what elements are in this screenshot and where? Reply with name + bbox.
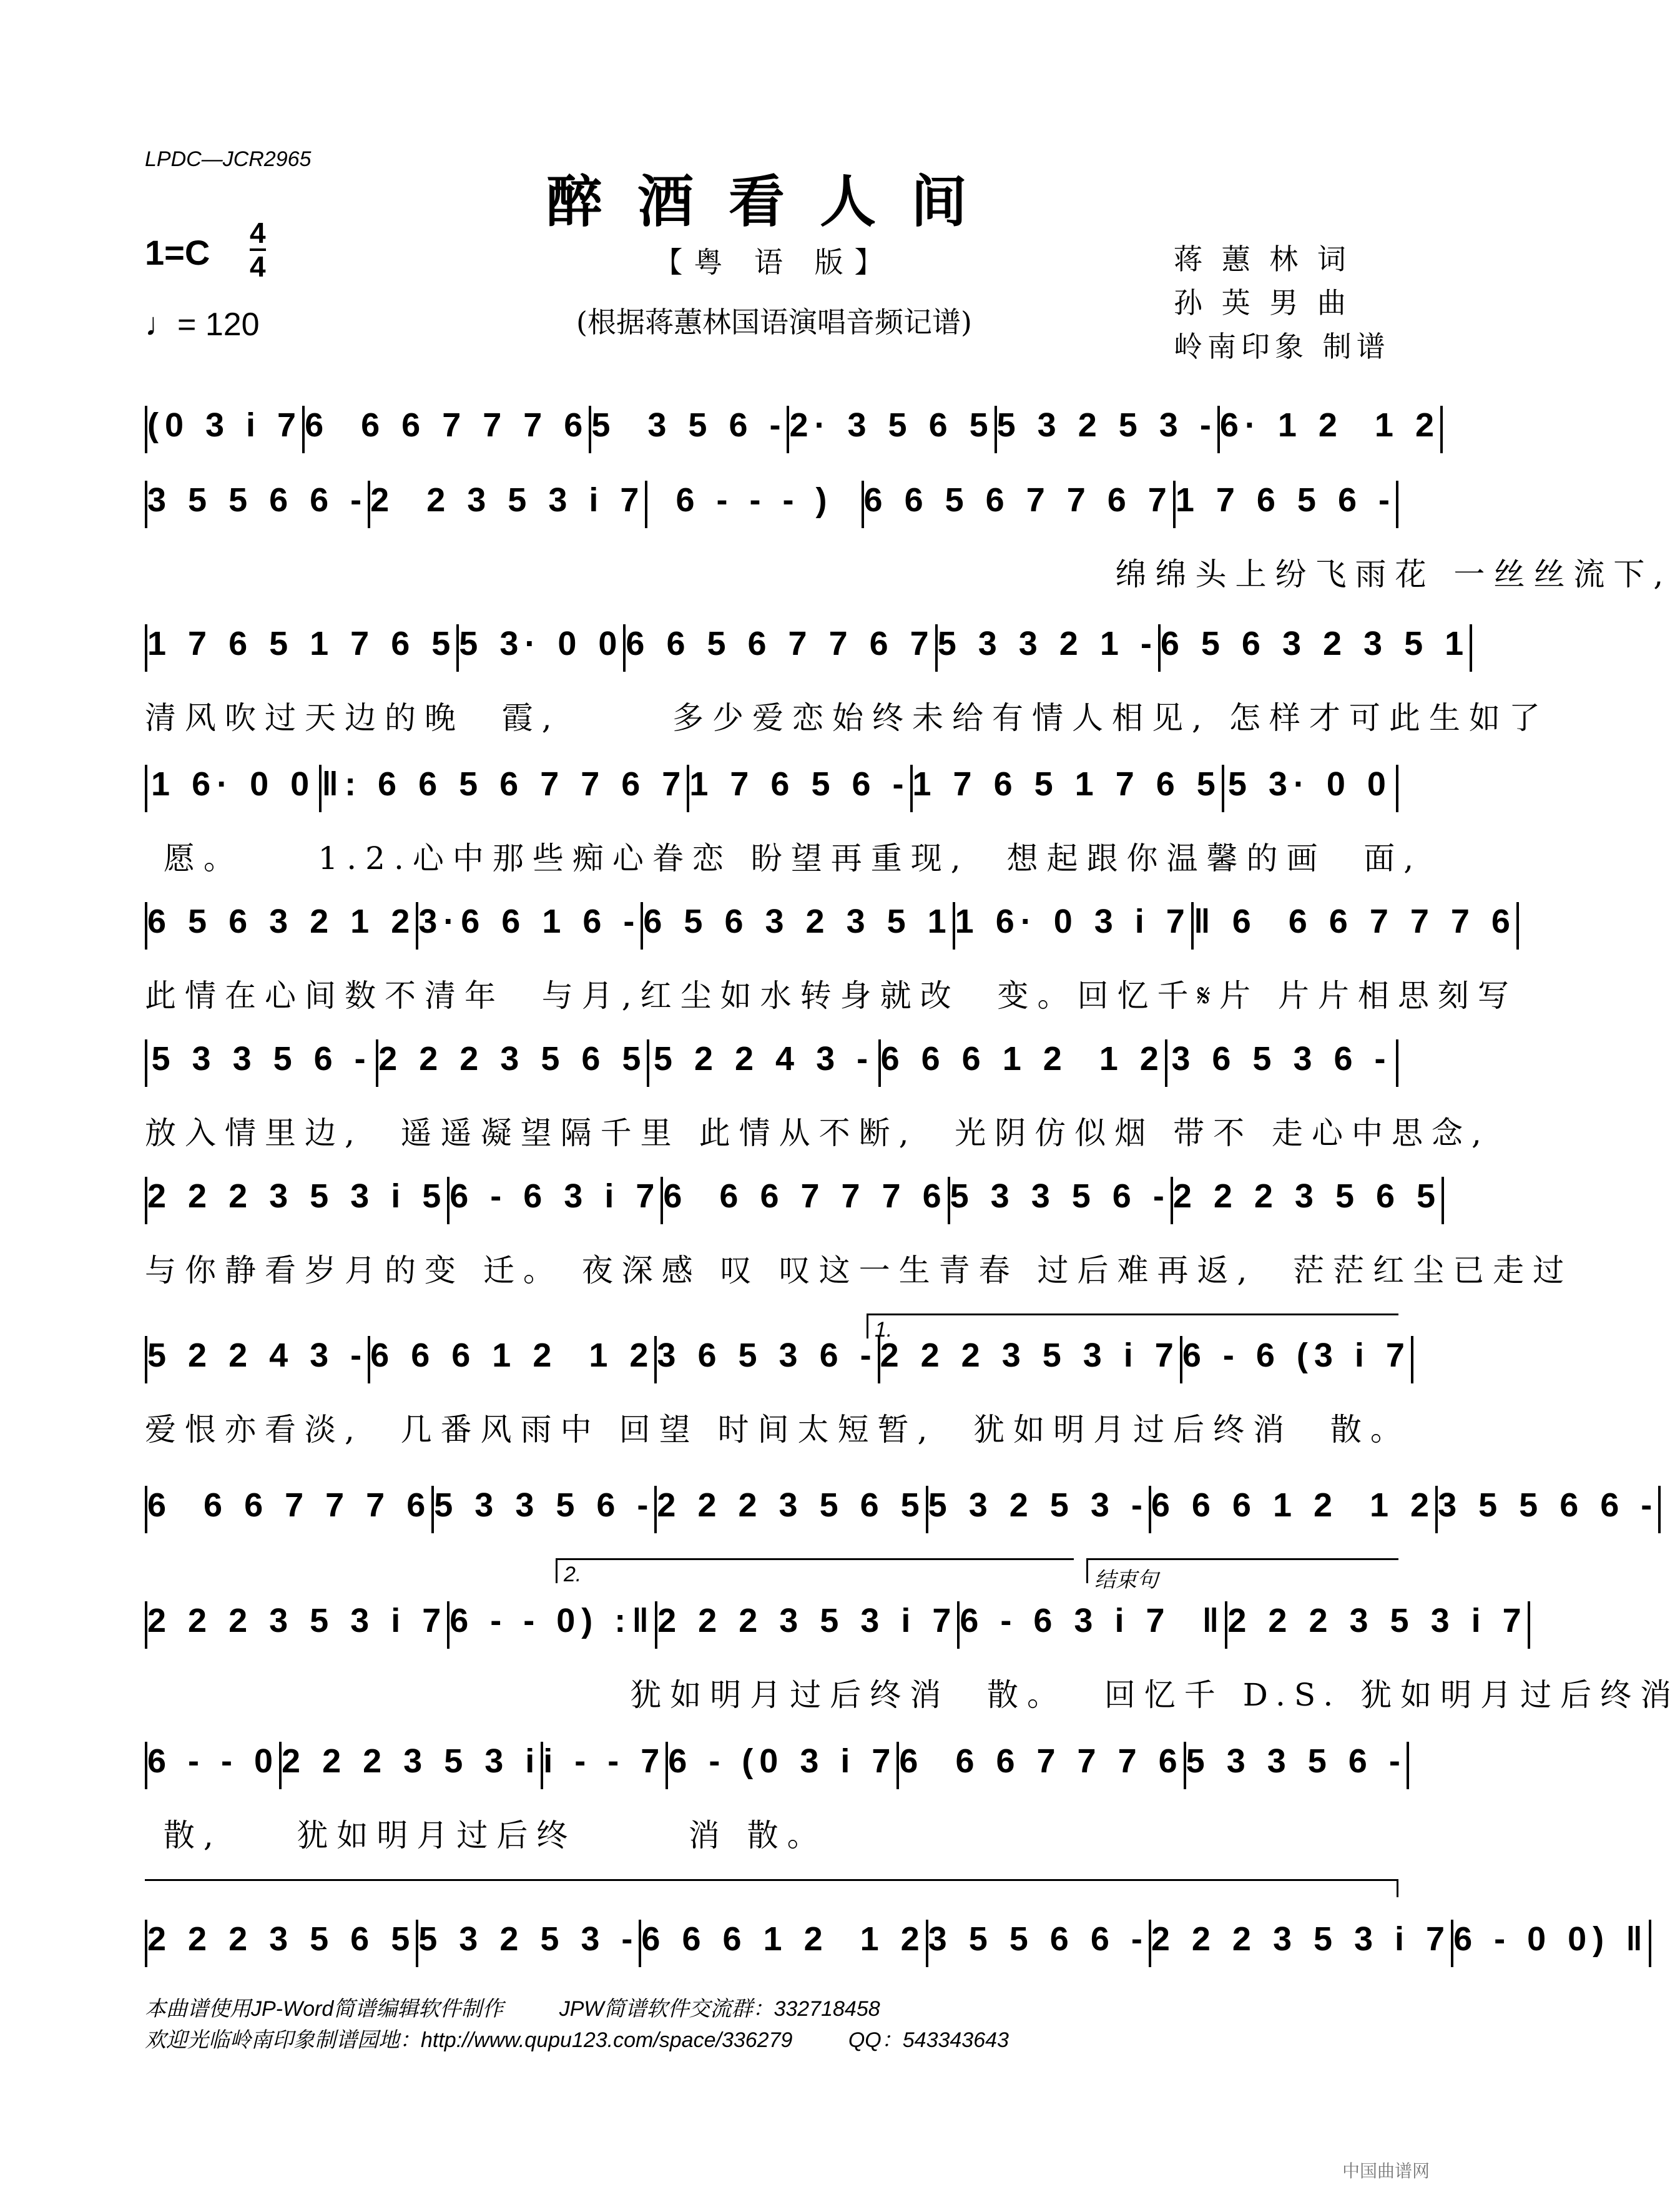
lyric-line: 犹如明月过后终消 散。 回忆千 D.S. 犹如明月过后终消 — [145, 1677, 1680, 1713]
meter-top: 4 — [250, 217, 266, 249]
key-signature: 1=C — [145, 233, 210, 272]
footer-line-2 — [145, 2023, 1059, 2053]
measure: 2 2 2 3 5 6 5 — [1172, 1177, 1442, 1215]
meter-bottom: 4 — [250, 250, 266, 283]
measure: 2 2 2 3 5 3 i 5 — [147, 1177, 448, 1215]
footer-software-note: 本曲谱使用JP-Word简谱编辑软件制作 — [145, 1997, 504, 2021]
measure: 6 - - - ) — [675, 481, 833, 519]
measure: 5 2 2 4 3 - — [147, 1337, 368, 1374]
arranger-credit: 岭南印象 制谱 — [1174, 330, 1390, 363]
transcription-note: (根据蒋蕙林国语演唱音频记谱) — [576, 305, 972, 339]
measure: 1 7 6 5 1 7 6 5 — [147, 625, 457, 662]
measure: 2 2 2 3 5 3 i 7 — [147, 1602, 448, 1639]
measure: 2· 3 5 6 5 — [789, 406, 995, 444]
measure: (0 3 i 7 — [147, 406, 303, 444]
measure: 2 2 2 3 5 3 i 7 — [880, 1337, 1180, 1374]
measure: 5 3 5 6 - — [591, 406, 787, 444]
measure: 1 7 6 5 1 7 6 5 — [912, 765, 1222, 803]
coda-bracket: 结束句 — [1086, 1558, 1398, 1583]
score-code: LPDC—JCR2965 — [145, 147, 312, 171]
measure: 6 5 6 3 2 3 5 1 — [643, 903, 953, 940]
measure: 6 6 6 7 7 7 6 — [899, 1742, 1184, 1780]
measure: 3 6 5 3 6 - — [1171, 1040, 1392, 1078]
staff-row — [145, 1039, 1398, 1087]
measure: 2 2 2 3 5 3 i 7 — [1151, 1920, 1452, 1958]
barline — [1649, 1920, 1651, 1967]
composer-credit: 孙 英 男 曲 — [1174, 286, 1351, 320]
measure: ‖ 6 6 6 7 7 7 6 — [1193, 903, 1516, 940]
measure: 2 2 3 5 3 i 7 — [370, 481, 646, 519]
measure: 3·6 6 1 6 - — [418, 903, 641, 940]
measure: 6 - (0 3 i 7 — [668, 1742, 897, 1780]
lyricist-credit: 蒋 蕙 林 词 — [1174, 242, 1351, 276]
measure: 2 2 2 3 5 3 i 7 — [1227, 1602, 1528, 1639]
version-label: 【粤 语 版】 — [654, 245, 895, 279]
barline — [1396, 1039, 1398, 1087]
staff-row — [145, 1601, 1528, 1649]
measure: 5 3 2 5 3 - — [928, 1486, 1149, 1524]
barline — [1658, 1486, 1661, 1533]
measure: 6 6 6 7 7 7 6 — [663, 1177, 948, 1215]
measure: 6· 1 2 1 2 — [1219, 406, 1440, 444]
measure: 5 3 2 5 3 - — [418, 1920, 639, 1958]
staff-row — [145, 1920, 1649, 1967]
staff-row — [145, 1486, 1659, 1533]
measure: 6 6 6 7 7 7 6 — [305, 406, 589, 444]
staff-row — [145, 902, 1516, 950]
measure: 6 - 0 0) ‖ — [1453, 1920, 1649, 1958]
lyric-line: 放入情里边, 遥遥凝望隔千里 此情从不断, 光阴仿似烟 带不 走心中思念, — [145, 1115, 1490, 1151]
measure: 6 - 6 (3 i 7 — [1182, 1337, 1411, 1374]
barline — [1470, 624, 1472, 672]
lyric-line: 散, 犹如明月过后终 消 散。 — [145, 1817, 827, 1854]
staff-row — [145, 624, 1470, 672]
measure: 5 3· 0 0 — [459, 625, 624, 662]
measure: 6 6 6 1 2 1 2 — [641, 1920, 926, 1958]
measure: 3 5 5 6 6 - — [147, 481, 368, 519]
tempo-marking: ♩= 120 — [145, 307, 260, 343]
barline — [1516, 902, 1519, 950]
measure: 5 3· 0 0 — [1227, 765, 1392, 803]
lyric-line: 绵绵头上纷飞雨花 一丝丝流下, — [145, 556, 1673, 592]
staff-row — [145, 1742, 1407, 1789]
measure: 1 6· 0 3 i 7 — [955, 903, 1191, 940]
staff-row — [145, 765, 1398, 812]
measure: 5 2 2 4 3 - — [653, 1040, 875, 1078]
staff-row — [145, 1336, 1411, 1383]
lyric-line: 清风吹过天边的晚 霞, 多少爱恋始终未给有情人相见, 怎样才可此生如了 — [145, 700, 1549, 736]
measure: 2 2 2 3 5 3 i — [282, 1742, 541, 1780]
measure: 6 - - 0) :‖ — [449, 1602, 656, 1639]
measure: 2 2 2 3 5 6 5 — [657, 1486, 926, 1524]
measure: 2 2 2 3 5 3 i 7 — [657, 1602, 958, 1639]
measure: 2 2 2 3 5 6 5 — [147, 1920, 416, 1958]
staff-row — [145, 406, 1440, 453]
lyric-line: 与你静看岁月的变 迁。 夜深感 叹 叹这一生青春 过后难再返, 茫茫红尘已走过 — [145, 1252, 1573, 1289]
measure: 6 6 6 7 7 7 6 — [147, 1486, 432, 1524]
measure: ‖: 6 6 5 6 7 7 6 7 — [322, 765, 687, 803]
measure: 6 - 6 3 i 7 ‖ — [960, 1602, 1226, 1639]
staff-row — [145, 1177, 1442, 1224]
barline — [1411, 1336, 1413, 1383]
measure: 5 3 3 2 1 - — [937, 625, 1158, 662]
measure: 5 3 3 5 6 - — [950, 1177, 1171, 1215]
measure: 1 7 6 5 6 - — [689, 765, 910, 803]
measure: 5 3 3 5 6 - — [434, 1486, 655, 1524]
final-volta-line — [145, 1879, 1398, 1881]
footer-group-note: JPW简谱软件交流群：332718458 — [559, 1997, 880, 2021]
barline — [1528, 1601, 1530, 1649]
measure: 6 6 6 1 2 1 2 — [370, 1337, 655, 1374]
measure: 6 6 5 6 7 7 6 7 — [626, 625, 935, 662]
measure: 6 5 6 3 2 1 2 — [147, 903, 416, 940]
measure: 6 - 6 3 i 7 — [449, 1177, 661, 1215]
footer-line-1 — [145, 1991, 930, 2022]
song-title: 醉酒看人间 — [546, 169, 1002, 235]
lyric-line: 爱恨亦看淡, 几番风雨中 回望 时间太短暂, 犹如明月过后终消 散。 — [145, 1412, 1410, 1448]
measure: 6 5 6 3 2 3 5 1 — [1160, 625, 1470, 662]
measure: i - - 7 — [543, 1742, 666, 1780]
measure: 6 6 5 6 7 7 6 7 — [863, 481, 1173, 519]
measure: 3 6 5 3 6 - — [657, 1337, 878, 1374]
measure: 5 3 3 5 6 - — [1186, 1742, 1407, 1780]
first-ending-bracket: 1. — [867, 1314, 1398, 1338]
measure: 1 6· 0 0 — [151, 765, 316, 803]
measure: 3 5 5 6 6 - — [928, 1920, 1149, 1958]
barline — [1407, 1742, 1409, 1789]
measure: 1 7 6 5 6 - — [1175, 481, 1396, 519]
measure: 6 - - 0 — [147, 1742, 280, 1780]
footer-website-link[interactable]: 欢迎光临岭南印象制谱园地：http://www.qupu123.com/space/336279 — [145, 2028, 793, 2052]
measure: 2 2 2 3 5 6 5 — [378, 1040, 647, 1078]
barline — [1396, 765, 1398, 812]
lyric-line: 此情在心间数不清年 与月,红尘如水转身就改 变。回忆千𝄋片 片片相思刻写 — [145, 978, 1518, 1014]
footer-qq: QQ：543343643 — [848, 2028, 1009, 2052]
lyric-line: 愿。 1.2.心中那些痴心眷恋 盼望再重现, 想起跟你温馨的画 面, — [145, 840, 1423, 876]
credits — [1174, 237, 1390, 368]
measure: 5 3 3 5 6 - — [151, 1040, 372, 1078]
second-ending-bracket: 2. — [556, 1558, 1074, 1583]
measure: 6 6 6 1 2 1 2 — [1151, 1486, 1436, 1524]
measure: 6 6 6 1 2 1 2 — [880, 1040, 1165, 1078]
barline — [1440, 406, 1443, 453]
barline — [1396, 481, 1398, 528]
measure: 5 3 2 5 3 - — [996, 406, 1217, 444]
measure: 3 5 5 6 6 - — [1438, 1486, 1659, 1524]
watermark: 中国曲谱网 — [1342, 2161, 1430, 2181]
barline — [1442, 1177, 1444, 1224]
staff-row — [145, 481, 1398, 528]
